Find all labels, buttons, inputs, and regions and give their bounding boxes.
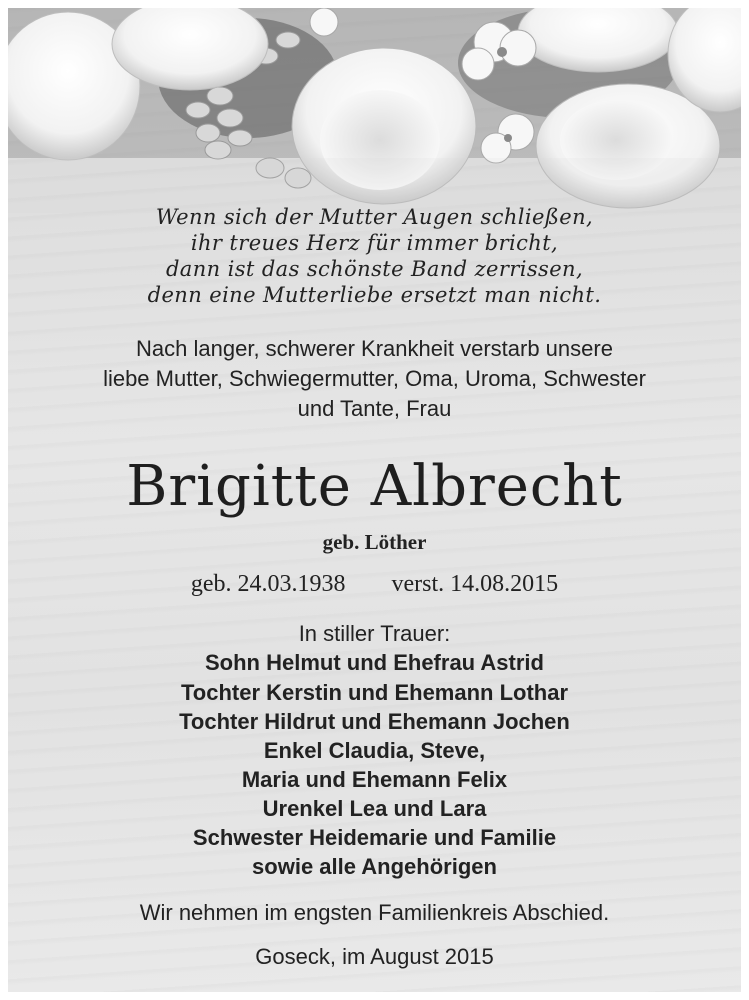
mourner-line: Sohn Helmut und Ehefrau Astrid (205, 650, 544, 675)
mourner-line: Tochter Hildrut und Ehemann Jochen (179, 709, 570, 734)
announcement-line: Nach langer, schwerer Krankheit verstarb unsere (136, 336, 613, 361)
poem-line: Wenn sich der Mutter Augen schließen, (155, 205, 594, 229)
place-date: Goseck, im August 2015 (255, 944, 494, 969)
maiden-name: geb. Löther (322, 530, 427, 554)
poem-line: denn eine Mutterliebe ersetzt man nicht. (147, 283, 602, 307)
mourner-line: Tochter Kerstin und Ehemann Lothar (180, 680, 569, 705)
death-date: verst. 14.08.2015 (391, 571, 559, 597)
mourner-line: Maria und Ehemann Felix (241, 767, 508, 792)
birth-date: geb. 24.03.1938 (190, 571, 346, 597)
mourner-line: sowie alle Angehörigen (252, 854, 497, 879)
mourner-line: Enkel Claudia, Steve, (263, 738, 486, 763)
mourners-heading: In stiller Trauer: (298, 621, 451, 646)
obituary-card (8, 8, 741, 992)
announcement-line: und Tante, Frau (297, 396, 452, 421)
deceased-name: Brigitte Albrecht (126, 454, 623, 519)
mourner-line: Urenkel Lea und Lara (262, 796, 487, 821)
announcement-line: liebe Mutter, Schwiegermutter, Oma, Uroma, Schwester (103, 366, 646, 391)
life-dates (8, 571, 741, 598)
poem-line: dann ist das schönste Band zerrissen, (165, 257, 584, 281)
mourner-line: Schwester Heidemarie und Familie (192, 825, 557, 850)
tulip-flowers-image (8, 8, 741, 213)
poem-line: ihr treues Herz für immer bricht, (190, 231, 559, 255)
farewell-text: Wir nehmen im engsten Familienkreis Abschied. (139, 900, 610, 925)
